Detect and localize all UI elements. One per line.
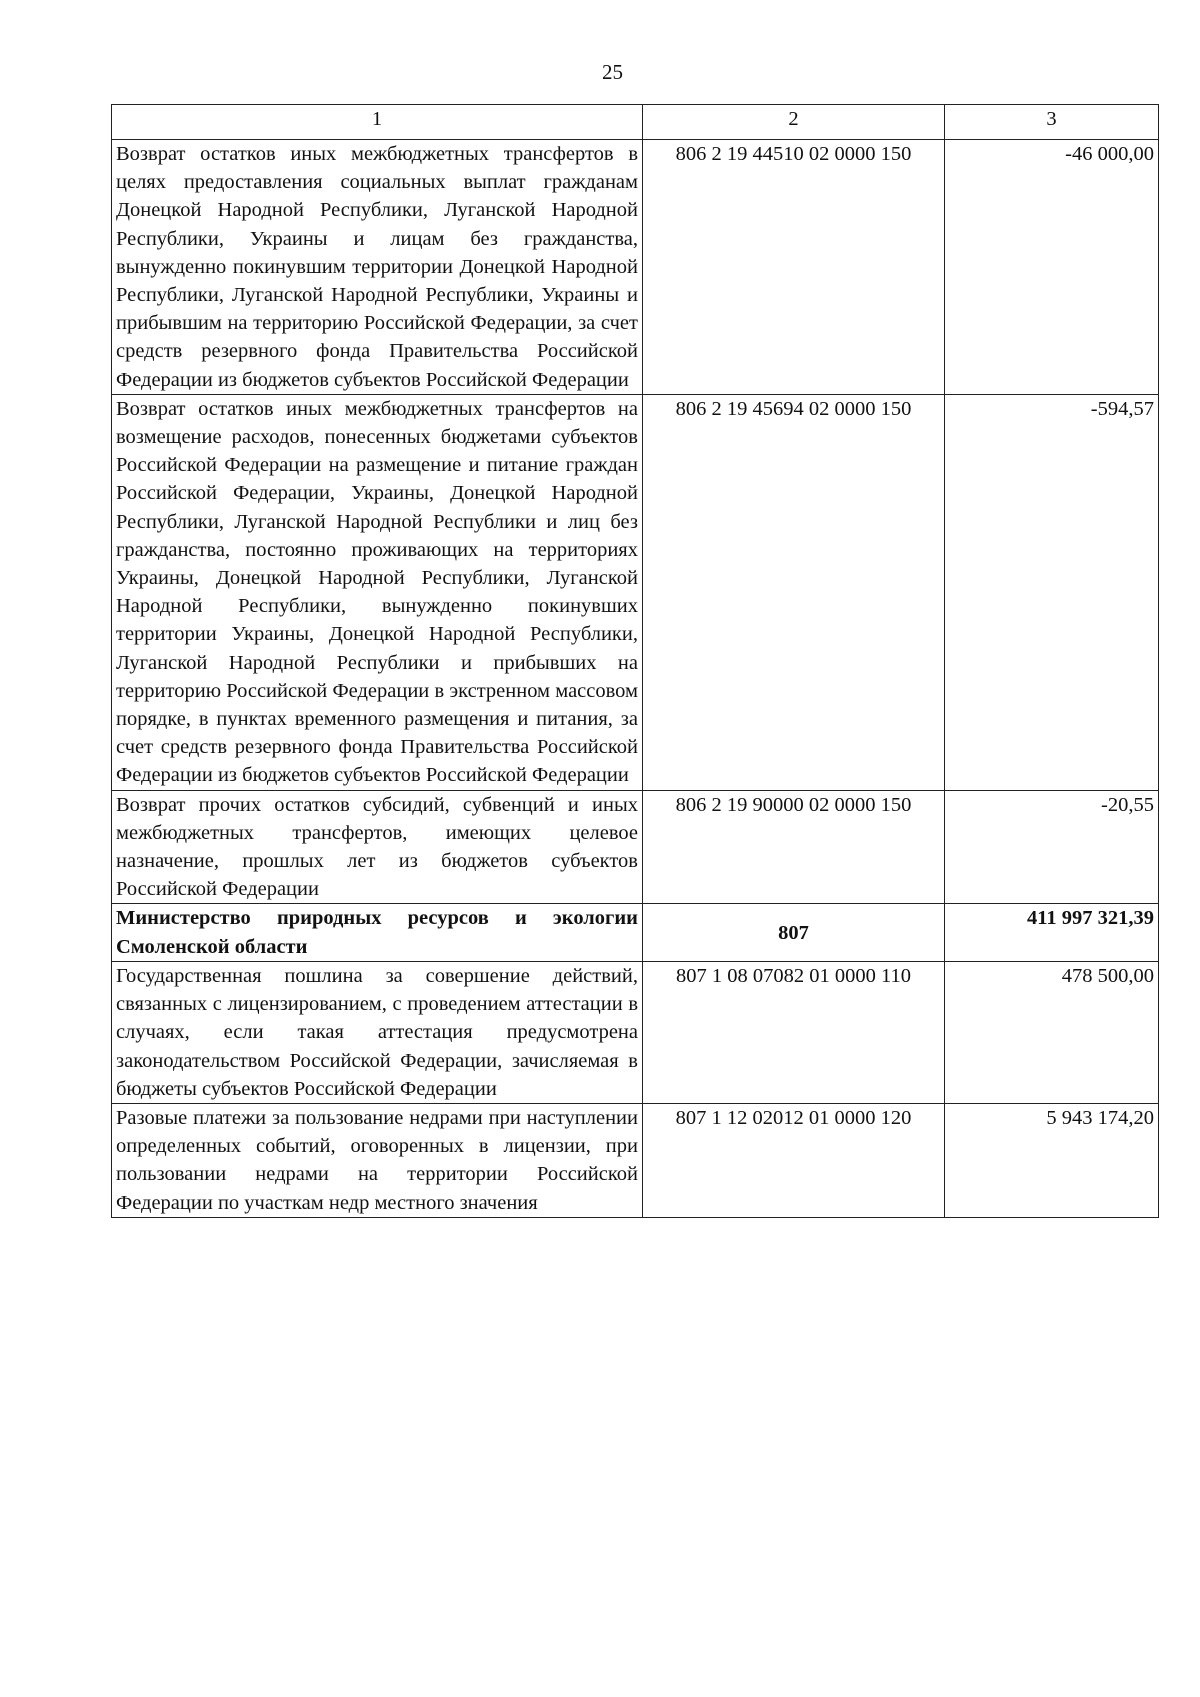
row-budget-code: 806 2 19 45694 02 0000 150: [643, 394, 945, 790]
table-row: [112, 790, 1159, 904]
row-description: Возврат остатков иных межбюджетных трансфертов в целях предоставления социальных выплат гражданам Донецкой Народной Республики, Луганской Народной Республики, Украины и лицам без гражданства, вынужденно покинувшим территории Донецкой Народной Республики, Луганской Народной Республики, Украины и прибывшим на территорию Российской Федерации, за счет средств резервного фонда Правительства Российской Федерации из бюджетов субъектов Российской Федерации: [112, 140, 643, 395]
table-row: [112, 961, 1159, 1103]
row-description: Государственная пошлина за совершение действий, связанных с лицензированием, с проведением аттестации в случаях, если такая аттестация предусмотрена законодательством Российской Федерации, зачисляемая в бюджеты субъектов Российской Федерации: [112, 961, 643, 1103]
row-budget-code: 807 1 08 07082 01 0000 110: [643, 961, 945, 1103]
row-amount: -20,55: [945, 790, 1159, 904]
table-header-row: [112, 105, 1159, 140]
row-description: Разовые платежи за пользование недрами при наступлении определенных событий, оговоренных в лицензии, при пользовании недрами на территории Российской Федерации по участкам недр местного значения: [112, 1103, 643, 1217]
section-ministry-code: 807: [643, 904, 945, 961]
table-row: [112, 140, 1159, 395]
row-budget-code: 807 1 12 02012 01 0000 120: [643, 1103, 945, 1217]
row-amount: -46 000,00: [945, 140, 1159, 395]
row-amount: -594,57: [945, 394, 1159, 790]
column-header-amount: 3: [945, 105, 1159, 140]
row-description: Возврат прочих остатков субсидий, субвенций и иных межбюджетных трансфертов, имеющих целевое назначение, прошлых лет из бюджетов субъектов Российской Федерации: [112, 790, 643, 904]
row-amount: 5 943 174,20: [945, 1103, 1159, 1217]
section-ministry-total: 411 997 321,39: [945, 904, 1159, 961]
section-ministry-name: Министерство природных ресурсов и экологии Смоленской области: [112, 904, 643, 961]
table-row: [112, 394, 1159, 790]
column-header-code: 2: [643, 105, 945, 140]
budget-revenue-table: [111, 104, 1159, 1218]
row-budget-code: 806 2 19 44510 02 0000 150: [643, 140, 945, 395]
table-row: [112, 1103, 1159, 1217]
section-header-row: [112, 904, 1159, 961]
row-amount: 478 500,00: [945, 961, 1159, 1103]
row-description: Возврат остатков иных межбюджетных трансфертов на возмещение расходов, понесенных бюджетами субъектов Российской Федерации на размещение и питание граждан Российской Федерации, Украины, Донецкой Народной Республики, Луганской Народной Республики и лиц без гражданства, постоянно проживающих на территориях Украины, Донецкой Народной Республики, Луганской Народной Республики, вынужденно покинувших территории Украины, Донецкой Народной Республики, Луганской Народной Республики и прибывших на территорию Российской Федерации в экстренном массовом порядке, в пунктах временного размещения и питания, за счет средств резервного фонда Правительства Российской Федерации из бюджетов субъектов Российской Федерации: [112, 394, 643, 790]
column-header-description: 1: [112, 105, 643, 140]
row-budget-code: 806 2 19 90000 02 0000 150: [643, 790, 945, 904]
page-number: 25: [602, 60, 623, 84]
